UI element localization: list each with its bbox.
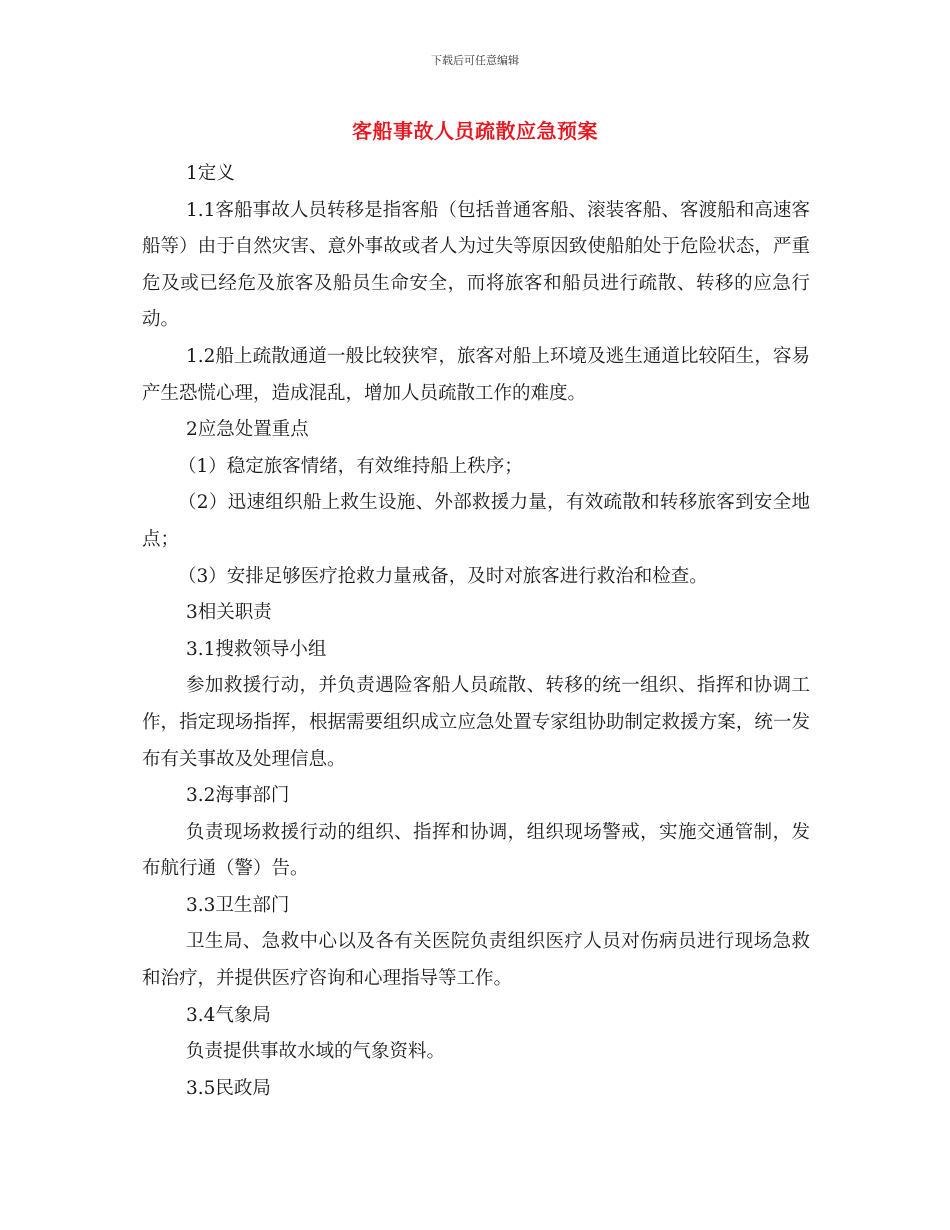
header-note: 下载后可任意编辑 [431, 54, 519, 67]
subsection-heading-3-4: 3.4气象局 [186, 1004, 271, 1026]
document-title: 客船事故人员疏散应急预案 [352, 119, 598, 143]
subsection-heading-3-5: 3.5民政局 [186, 1077, 271, 1099]
section-heading-2: 2应急处置重点 [186, 419, 309, 441]
section-heading-1: 1定义 [186, 163, 235, 184]
document-body [142, 156, 810, 1107]
subsection-heading-3-2: 3.2海事部门 [186, 785, 290, 807]
paragraph-3-4: 负责提供事故水域的气象资料。 [186, 1041, 446, 1063]
subsection-heading-3-1: 3.1搜救领导小组 [186, 638, 327, 660]
subsection-heading-3-3: 3.3卫生部门 [186, 894, 290, 916]
paragraph-3-2: 负责现场救援行动的组织、指挥和协调，组织现场警戒，实施交通管制，发布航行通（警）告。 [142, 821, 810, 880]
paragraph-3-3: 卫生局、急救中心以及各有关医院负责组织医疗人员对伤病员进行现场急救和治疗，并提供医疗咨询和心理指导等工作。 [142, 931, 810, 990]
section-heading-3: 3相关职责 [186, 602, 272, 624]
paragraph-1-1: 1.1客船事故人员转移是指客船（包括普通客船、滚装客船、客渡船和高速客船等）由于自然灾害、意外事故或者人为过失等原因致使船舶处于危险状态，严重危及或已经危及旅客及船员生命安全，而将旅客和船员进行疏散、转移的应急行动。 [142, 199, 810, 331]
list-item-1: （1）稳定旅客情绪，有效维持船上秩序； [178, 455, 523, 477]
paragraph-1-2: 1.2船上疏散通道一般比较狭窄，旅客对船上环境及逃生通道比较陌生，容易产生恐慌心理，造成混乱，增加人员疏散工作的难度。 [142, 345, 810, 404]
paragraph-3-1: 参加救援行动，并负责遇险客船人员疏散、转移的统一组织、指挥和协调工作，指定现场指挥，根据需要组织成立应急处置专家组协助制定救援方案，统一发布有关事故及处理信息。 [142, 675, 810, 770]
list-item-2: （2）迅速组织船上救生设施、外部救援力量，有效疏散和转移旅客到安全地点； [142, 492, 810, 550]
list-item-3: （3）安排足够医疗抢救力量戒备，及时对旅客进行救治和检查。 [178, 565, 708, 587]
